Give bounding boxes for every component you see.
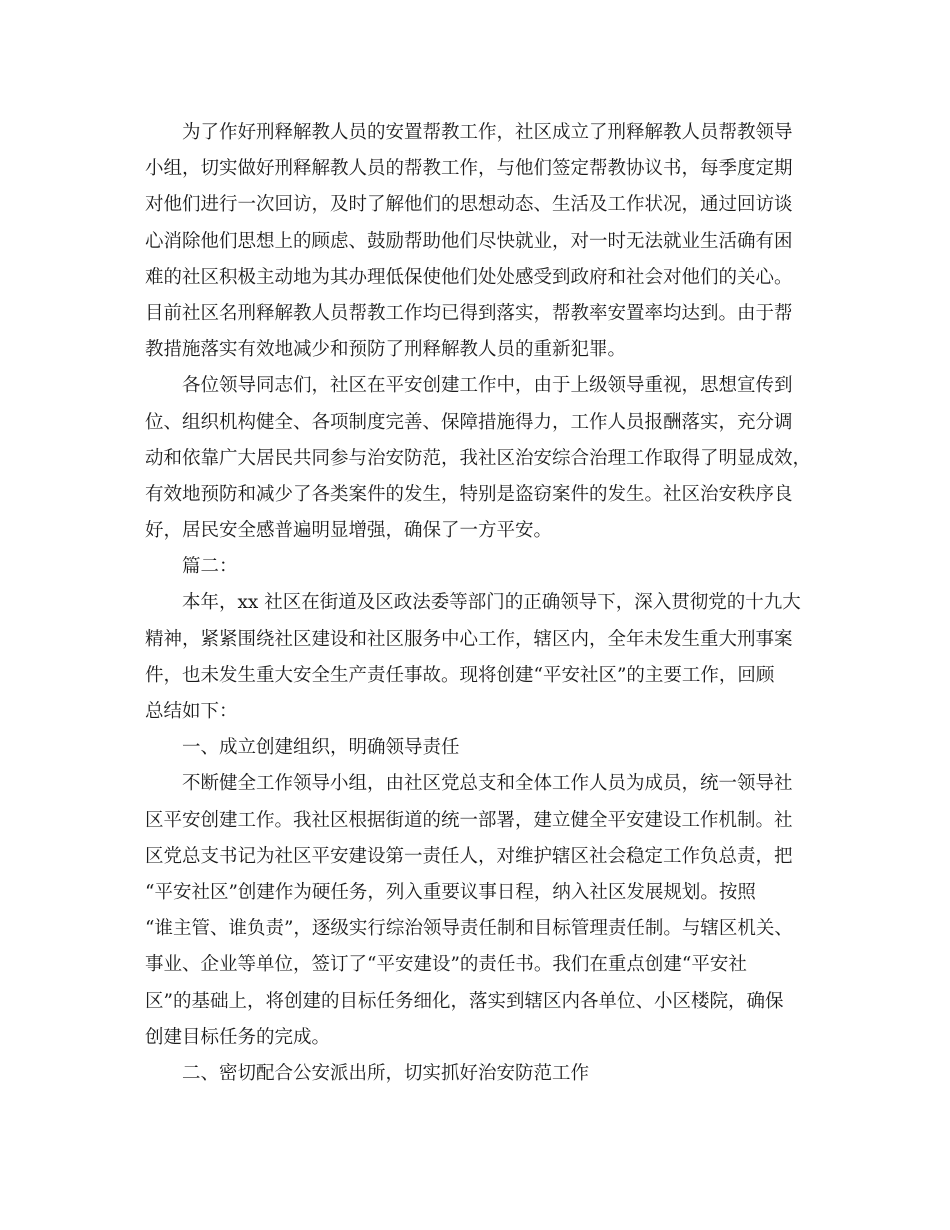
text-line: 为了作好刑释解教人员的安置帮教工作，社区成立了刑释解教人员帮教领导: [145, 122, 793, 143]
text-line: 位、组织机构健全、各项制度完善、保障措施得力，工作人员报酬落实，充分调: [145, 411, 793, 433]
section-heading: 一、成立创建组织，明确领导责任: [145, 737, 460, 759]
text-line: 事业、企业等单位，签订了“平安建设”的责任书。我们在重点创建“平安社: [145, 954, 747, 976]
text-line: 区”的基础上，将创建的目标任务细化，落实到辖区内各单位、小区楼院，确保: [145, 990, 784, 1012]
text-line: 对他们进行一次回访，及时了解他们的思想动态、生活及工作状况，通过回访谈: [145, 194, 793, 216]
text-line: 目前社区名刑释解教人员帮教工作均已得到落实，帮教率安置率均达到。由于帮: [145, 302, 793, 324]
text-line: 难的社区积极主动地为其办理低保使他们处处感受到政府和社会对他们的关心。: [145, 266, 793, 288]
text-line: “谁主管、谁负责”，逐级实行综治领导责任制和目标管理责任制。与辖区机关、: [145, 918, 793, 940]
text-line: 件，也未发生重大安全生产责任事故。现将创建“平安社区”的主要工作，回顾: [145, 664, 775, 686]
text-line: 创建目标任务的完成。: [145, 1026, 331, 1048]
section-heading: 篇二：: [145, 556, 238, 578]
text-line: 心消除他们思想上的顾虑、鼓励帮助他们尽快就业，对一时无法就业生活确有困: [145, 230, 793, 252]
text-line: “平安社区”创建作为硬任务，列入重要议事日程，纳入社区发展规划。按照: [145, 881, 756, 903]
text-line: 不断健全工作领导小组，由社区党总支和全体工作人员为成员，统一领导社: [145, 773, 793, 795]
text-line: 总结如下：: [145, 701, 238, 722]
text-line: 各位领导同志们，社区在平安创建工作中，由于上级领导重视，思想宣传到: [145, 375, 793, 397]
text-line: 教措施落实有效地减少和预防了刑释解教人员的重新犯罪。: [145, 339, 627, 361]
text-line: 动和依靠广大居民共同参与治安防范，我社区治安综合治理工作取得了明显成效，: [145, 447, 812, 469]
text-line: 本年，xx 社区在街道及区政法委等部门的正确领导下，深入贯彻党的十九大: [145, 592, 801, 614]
text-line: 精神，紧紧围绕社区建设和社区服务中心工作，辖区内，全年未发生重大刑事案: [145, 628, 793, 650]
text-line: 小组，切实做好刑释解教人员的帮教工作，与他们签定帮教协议书，每季度定期: [145, 158, 793, 180]
text-line: 好，居民安全感普遍明显增强，确保了一方平安。: [145, 520, 553, 542]
section-heading: 二、密切配合公安派出所，切实抓好治安防范工作: [145, 1062, 590, 1084]
text-line: 有效地预防和减少了各类案件的发生，特别是盗窃案件的发生。社区治安秩序良: [145, 483, 793, 505]
text-line: 区党总支书记为社区平安建设第一责任人，对维护辖区社会稳定工作负总责，把: [145, 845, 793, 867]
text-line: 区平安创建工作。我社区根据街道的统一部署，建立健全平安建设工作机制。社: [145, 809, 793, 831]
document-body: [145, 115, 815, 1092]
